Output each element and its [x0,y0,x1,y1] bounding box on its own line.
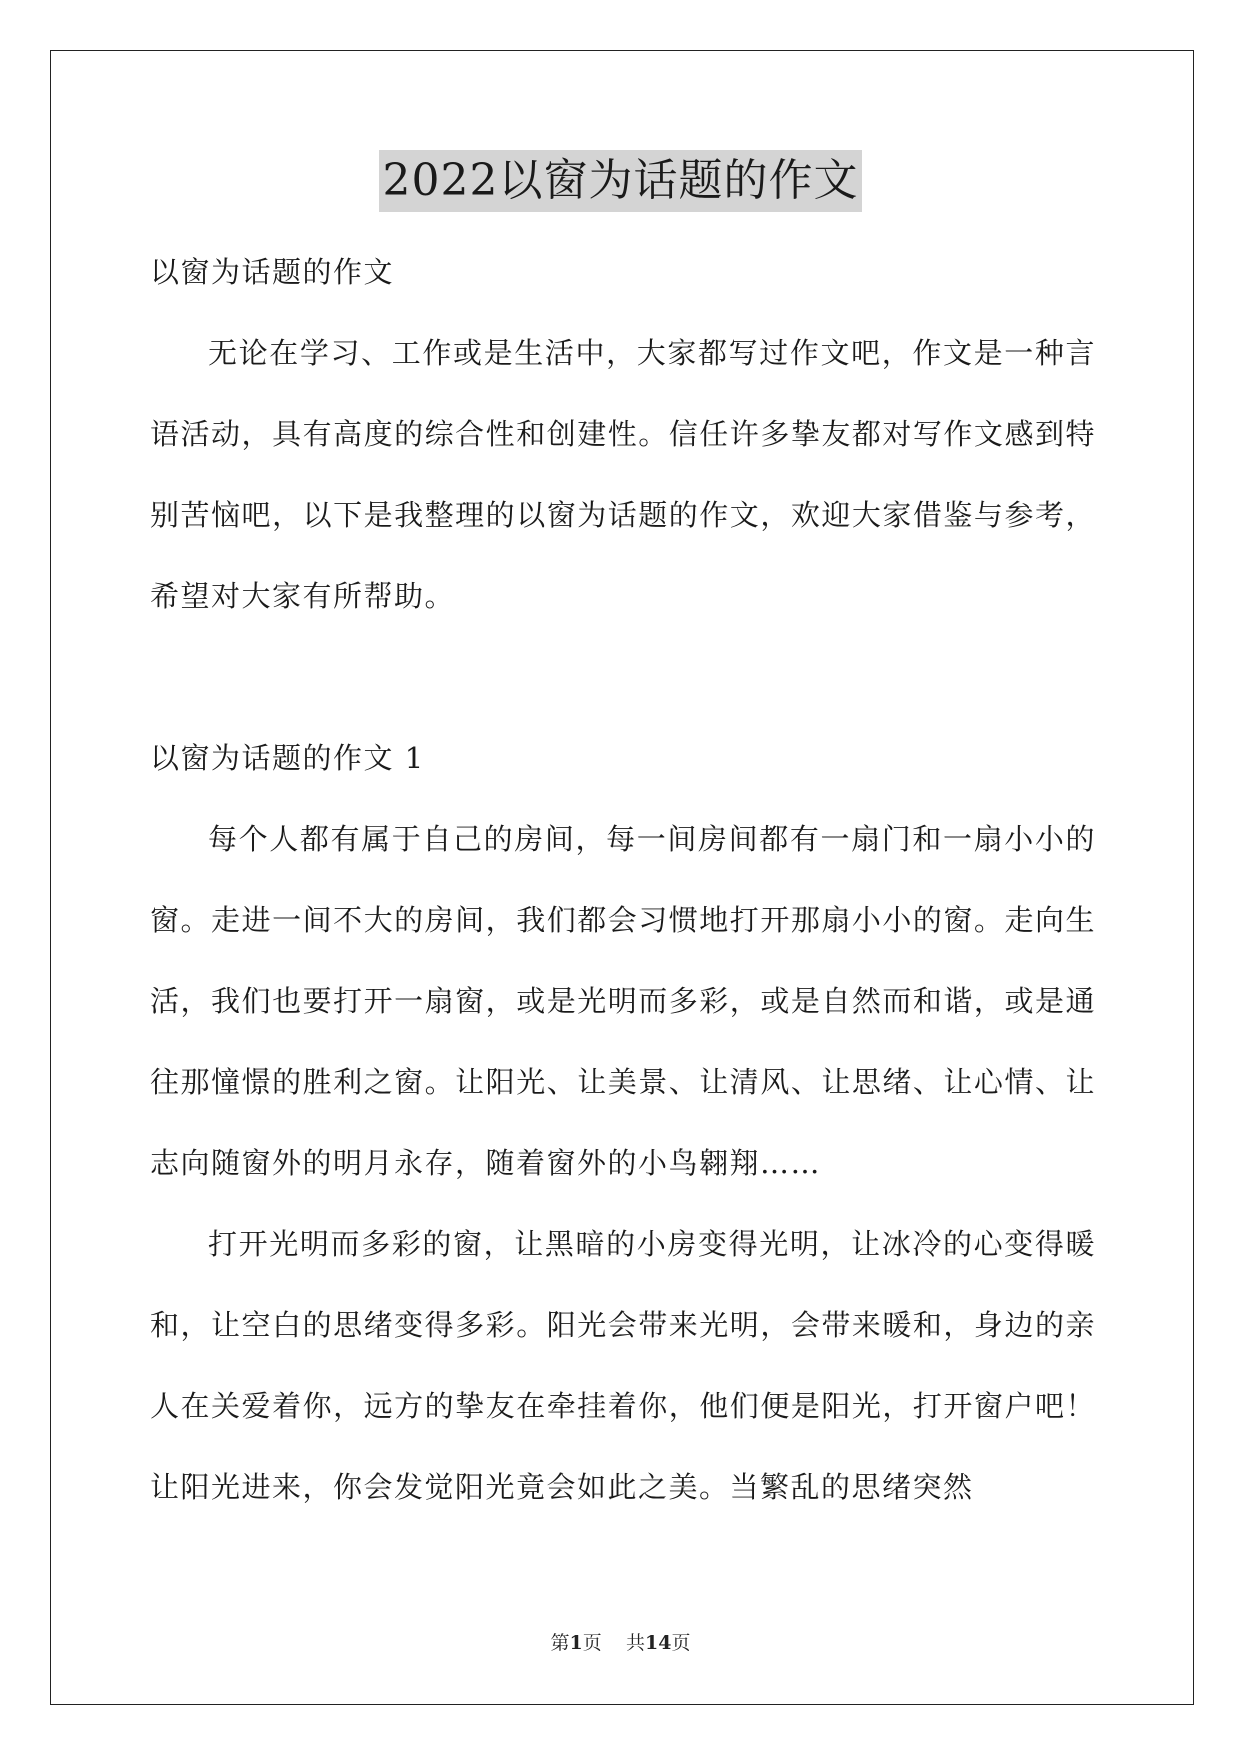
intro-paragraph: 无论在学习、工作或是生活中，大家都写过作文吧，作文是一种言语活动，具有高度的综合性和创建性。信任许多挚友都对写作文感到特别苦恼吧，以下是我整理的以窗为话题的作文，欢迎大家借鉴与参考，希望对大家有所帮助。 [150,336,1096,613]
body-paragraph-1: 每个人都有属于自己的房间，每一间房间都有一扇门和一扇小小的窗。走进一间不大的房间，我们都会习惯地打开那扇小小的窗。走向生活，我们也要打开一扇窗，或是光明而多彩，或是自然而和谐，或是通往那憧憬的胜利之窗。让阳光、让美景、让清风、让思绪、让心情、让志向随窗外的明月永存，随着窗外的小鸟翱翔…… [150,822,1096,1180]
title-container [0,150,1241,212]
total-prefix: 共 [625,1632,645,1654]
paragraph-gap [150,637,1096,718]
page-footer [0,1628,1241,1655]
subtitle: 以窗为话题的作文 [150,255,395,289]
document-body [150,232,1096,1528]
total-pages: 14 [644,1632,672,1654]
page-number: 1 [569,1632,583,1654]
body-paragraph-2: 打开光明而多彩的窗，让黑暗的小房变得光明，让冰冷的心变得暖和，让空白的思绪变得多彩。阳光会带来光明，会带来暖和，身边的亲人在关爱着你，远方的挚友在牵挂着你，他们便是阳光，打开窗户吧！让阳光进来，你会发觉阳光竟会如此之美。当繁乱的思绪突然 [150,1227,1096,1504]
page-suffix: 页 [582,1632,602,1654]
total-suffix: 页 [671,1632,691,1654]
page-prefix: 第 [550,1632,570,1654]
document-title: 2022以窗为话题的作文 [379,150,863,212]
section-heading: 以窗为话题的作文 1 [150,741,425,775]
